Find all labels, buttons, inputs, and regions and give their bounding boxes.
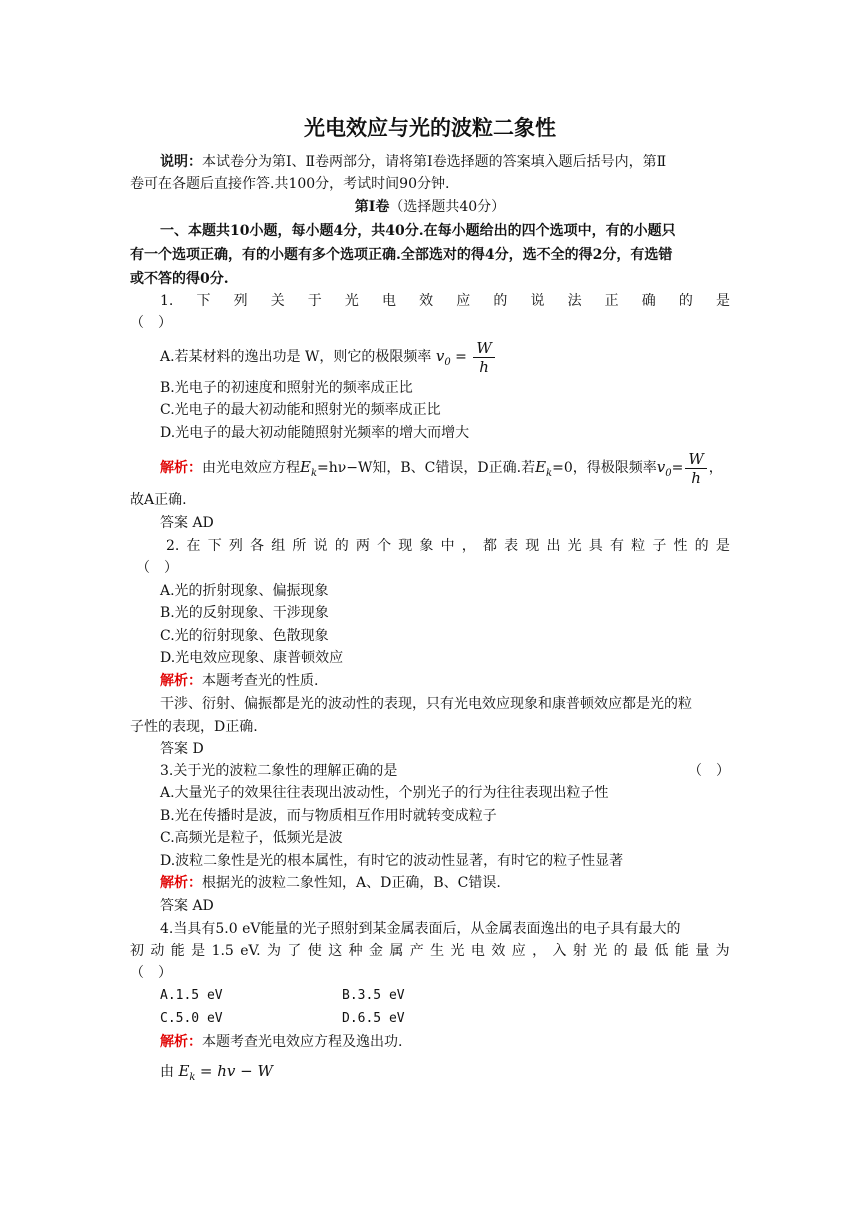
math-nu0: $v_0$ xyxy=(656,458,672,479)
q4-option-b: B.3.5 eV xyxy=(342,988,405,1003)
q2-stem-char: 在 xyxy=(186,538,201,554)
instructions-line-3: 或不答的得0分. xyxy=(130,271,229,287)
q4-stem-char: 的 xyxy=(613,943,628,959)
math-ek: $E_k$ xyxy=(300,458,318,479)
q2-stem-char: 列 xyxy=(228,538,243,554)
q1-answer: 答案 AD xyxy=(160,515,214,531)
q4-stem-line-1: 4.当具有5.0 eV能量的光子照射到某金属表面后，从金属表面逸出的电子具有最大的 xyxy=(160,921,681,937)
q4-option-d: D.6.5 eV xyxy=(342,1011,405,1026)
q1-option-c: C.光电子的最大初动能和照射光的频率成正比 xyxy=(160,402,441,418)
section-note: （选择题共40分） xyxy=(389,199,506,215)
q2-stem-char: 中 xyxy=(440,538,455,554)
instructions-line-2: 有一个选项正确，有的小题有多个选项正确.全部选对的得4分，选不全的得2分，有选错 xyxy=(130,247,673,263)
q2-stem-char: 2. xyxy=(166,538,180,554)
q2-stem-char: 都 xyxy=(482,538,497,554)
math-nu0: $v_0$ xyxy=(435,347,451,368)
q1-analysis-line-1 xyxy=(160,447,730,487)
q4-stem-char: 入 xyxy=(552,943,567,959)
q4-stem-char: 属 xyxy=(389,943,404,959)
q1-analysis-text: 由光电效应方程 xyxy=(202,460,300,476)
fraction-w-over-h: $\frac{W}{h}$ xyxy=(473,339,494,376)
intro-line-2: 卷可在各题后直接作答.共100分，考试时间90分钟. xyxy=(130,176,450,192)
q1-stem-char: 法 xyxy=(567,293,582,309)
q3-analysis-text: 根据光的波粒二象性知，A、D正确，B、C错误. xyxy=(202,875,501,891)
q1-stem-char: 确 xyxy=(641,293,656,309)
q4-stem-char: 能 xyxy=(674,943,689,959)
q4-stem-char: 效 xyxy=(491,943,506,959)
q2-answer: 答案 D xyxy=(160,741,204,757)
q3-answer: 答案 AD xyxy=(160,898,214,914)
q4-stem-char: 1.5 xyxy=(211,943,234,959)
intro-text-1: 本试卷分为第Ⅰ、Ⅱ卷两部分，请将第Ⅰ卷选择题的答案填入题后括号内，第Ⅱ xyxy=(202,154,667,170)
q2-stem-char: 出 xyxy=(546,538,561,554)
q4-stem-char: 为 xyxy=(267,943,282,959)
q2-stem xyxy=(166,535,730,557)
analysis-label: 解析： xyxy=(160,673,202,689)
q2-analysis-line-1 xyxy=(160,670,730,692)
q1-stem-char: 列 xyxy=(233,293,248,309)
intro-line-1 xyxy=(160,151,730,173)
q2-stem-char: 粒 xyxy=(631,538,646,554)
q4-formula-line xyxy=(160,1058,730,1084)
q2-stem-char: ， xyxy=(461,538,476,554)
q2-option-a: A.光的折射现象、偏振现象 xyxy=(160,583,329,599)
q1-stem-char: 说 xyxy=(530,293,545,309)
q2-stem-char: 所 xyxy=(292,538,307,554)
q1-stem-char: 是 xyxy=(716,293,730,309)
page-title: 光电效应与光的波粒二象性 xyxy=(304,116,556,140)
q4-option-c: C.5.0 eV xyxy=(160,1011,223,1026)
q1-option-a-text: A.若某材料的逸出功是 W，则它的极限频率 xyxy=(160,349,432,365)
q4-stem-line-2 xyxy=(130,940,730,962)
math-equals: = xyxy=(671,460,684,476)
q2-stem-char: 现 xyxy=(398,538,413,554)
analysis-label: 解析： xyxy=(160,1034,202,1050)
q2-stem-char: 子 xyxy=(652,538,667,554)
q4-stem-char: 生 xyxy=(430,943,445,959)
q4-stem-char: 金 xyxy=(368,943,383,959)
q1-stem-char: 关 xyxy=(270,293,285,309)
q4-stem-char: 种 xyxy=(348,943,363,959)
math-ek: $E_k$ xyxy=(178,1062,196,1083)
q2-stem-char: 光 xyxy=(567,538,582,554)
q4-stem-char: 光 xyxy=(450,943,465,959)
math-ek: $E_k$ xyxy=(535,458,553,479)
q3-stem xyxy=(160,760,730,782)
q4-stem-char: 最 xyxy=(634,943,649,959)
q1-option-d: D.光电子的最大初动能随照射光频率的增大而增大 xyxy=(160,425,470,441)
q1-analysis-text: =hν−W知，B、C错误，D正确.若 xyxy=(317,460,536,476)
q1-option-a xyxy=(160,336,730,376)
q3-analysis-line-1 xyxy=(160,872,730,894)
q4-stem-char: 这 xyxy=(328,943,343,959)
q4-stem-char: 产 xyxy=(409,943,424,959)
fraction-w-over-h: $\frac{W}{h}$ xyxy=(685,450,706,487)
q2-stem-char: 的 xyxy=(694,538,709,554)
section-head: 第Ⅰ卷 xyxy=(354,199,390,215)
q2-stem-char: 性 xyxy=(673,538,688,554)
q4-stem-char: 为 xyxy=(715,943,730,959)
q3-paren: （ ） xyxy=(688,763,730,779)
q2-analysis-text: 本题考查光的性质. xyxy=(202,673,319,689)
q3-option-d: D.波粒二象性是光的根本属性，有时它的波动性显著，有时它的粒子性显著 xyxy=(160,853,624,869)
q1-stem xyxy=(160,290,730,312)
q4-stem-char: 量 xyxy=(695,943,710,959)
q4-formula-prefix: 由 xyxy=(160,1064,174,1080)
q2-stem-char: 具 xyxy=(588,538,603,554)
q4-stem-char: 能 xyxy=(170,943,185,959)
q2-stem-char: 下 xyxy=(207,538,222,554)
q2-paren: （ ） xyxy=(136,560,178,576)
instructions-line-1: 一、本题共10小题，每小题4分，共40分.在每小题给出的四个选项中，有的小题只 xyxy=(160,223,676,239)
q3-stem-text: 3.关于光的波粒二象性的理解正确的是 xyxy=(160,763,398,779)
q4-analysis-line-1 xyxy=(160,1031,730,1053)
q2-stem-char: 现 xyxy=(525,538,540,554)
q2-stem-char: 表 xyxy=(504,538,519,554)
analysis-label: 解析： xyxy=(160,875,202,891)
q4-stem-char: 使 xyxy=(307,943,322,959)
q2-analysis-line-3: 子性的表现，D正确. xyxy=(130,719,258,735)
q1-stem-char: 应 xyxy=(456,293,471,309)
q4-stem-char: 应 xyxy=(511,943,526,959)
q3-option-b: B.光在传播时是波，而与物质相互作用时就转变成粒子 xyxy=(160,808,497,824)
q4-analysis-text: 本题考查光电效应方程及逸出功. xyxy=(202,1034,403,1050)
math-equals: = xyxy=(455,349,467,365)
q4-option-a: A.1.5 eV xyxy=(160,988,223,1003)
q2-stem-char: 的 xyxy=(334,538,349,554)
analysis-label: 解析： xyxy=(160,460,202,476)
q4-stem-char: 了 xyxy=(287,943,302,959)
q2-stem-char: 是 xyxy=(715,538,730,554)
q4-paren: （ ） xyxy=(130,965,172,981)
q1-stem-char: 下 xyxy=(196,293,211,309)
q4-stem-char: 电 xyxy=(470,943,485,959)
q2-stem-char: 象 xyxy=(419,538,434,554)
math-equation-rhs: = hv − W xyxy=(199,1062,273,1080)
q4-stem-char: 是 xyxy=(191,943,206,959)
q1-stem-char: 电 xyxy=(382,293,397,309)
q1-stem-char: 光 xyxy=(344,293,359,309)
q1-stem-char: 的 xyxy=(678,293,693,309)
q4-stem-char: 初 xyxy=(130,943,144,959)
q1-option-b: B.光电子的初速度和照射光的频率成正比 xyxy=(160,380,413,396)
q1-paren: （ ） xyxy=(130,315,172,331)
q1-analysis-line-2: 故A正确. xyxy=(130,492,187,508)
q1-analysis-text: ， xyxy=(708,460,723,476)
section-heading xyxy=(130,196,730,218)
q2-option-d: D.光电效应现象、康普顿效应 xyxy=(160,650,344,666)
q2-stem-char: 两 xyxy=(355,538,370,554)
q4-stem-char: 动 xyxy=(150,943,165,959)
q1-stem-char: 1. xyxy=(160,293,174,309)
q4-stem-char: 光 xyxy=(593,943,608,959)
q2-analysis-line-2: 干涉、衍射、偏振都是光的波动性的表现，只有光电效应现象和康普顿效应都是光的粒 xyxy=(160,696,692,712)
q1-stem-char: 正 xyxy=(604,293,619,309)
q1-analysis-text: =0，得极限频率 xyxy=(552,460,657,476)
q1-stem-char: 效 xyxy=(419,293,434,309)
q1-stem-char: 的 xyxy=(493,293,508,309)
q2-option-b: B.光的反射现象、干涉现象 xyxy=(160,605,329,621)
q4-stem-char: 低 xyxy=(654,943,669,959)
q4-stem-char: ， xyxy=(532,943,547,959)
q4-stem-char: 射 xyxy=(572,943,587,959)
q4-stem-char: eV. xyxy=(240,943,261,959)
q2-stem-char: 说 xyxy=(313,538,328,554)
q3-option-c: C.高频光是粒子，低频光是波 xyxy=(160,830,343,846)
q1-stem-char: 于 xyxy=(307,293,322,309)
q2-stem-char: 各 xyxy=(250,538,265,554)
q2-stem-char: 组 xyxy=(271,538,286,554)
q2-option-c: C.光的衍射现象、色散现象 xyxy=(160,628,329,644)
q3-option-a: A.大量光子的效果往往表现出波动性，个别光子的行为往往表现出粒子性 xyxy=(160,785,609,801)
q2-stem-char: 个 xyxy=(377,538,392,554)
intro-label: 说明： xyxy=(160,154,202,170)
q2-stem-char: 有 xyxy=(609,538,624,554)
